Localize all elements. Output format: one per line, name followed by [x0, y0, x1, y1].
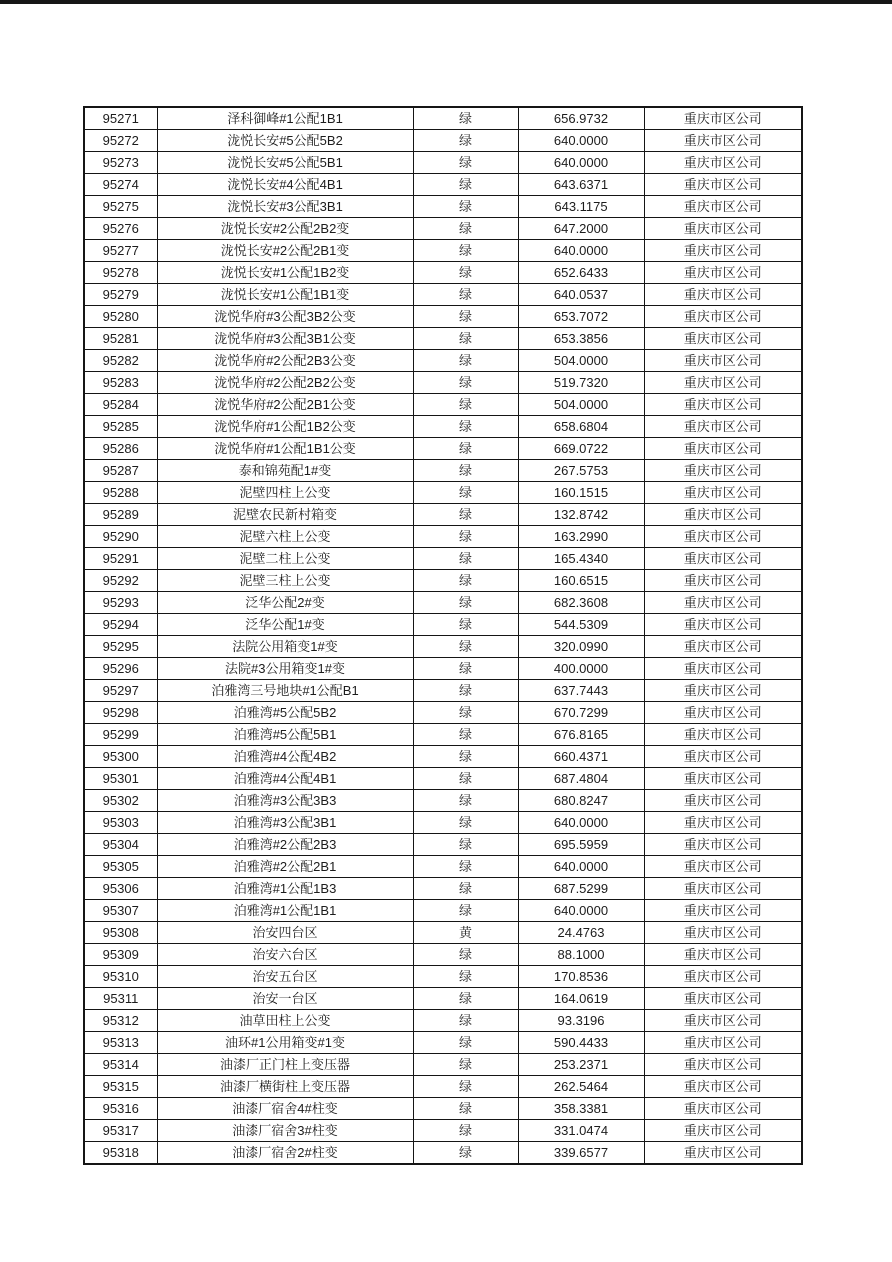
cell-id: 95301 — [84, 768, 157, 790]
table-row — [84, 240, 802, 262]
cell-company: 重庆市区公司 — [644, 174, 802, 196]
cell-company: 重庆市区公司 — [644, 218, 802, 240]
cell-id: 95288 — [84, 482, 157, 504]
cell-status: 绿 — [413, 1054, 518, 1076]
cell-id: 95272 — [84, 130, 157, 152]
cell-value: 331.0474 — [518, 1120, 644, 1142]
cell-name: 泊雅湾#1公配1B3 — [157, 878, 413, 900]
cell-status: 绿 — [413, 724, 518, 746]
cell-name: 治安四台区 — [157, 922, 413, 944]
cell-company: 重庆市区公司 — [644, 196, 802, 218]
cell-value: 643.1175 — [518, 196, 644, 218]
cell-company: 重庆市区公司 — [644, 812, 802, 834]
cell-value: 640.0000 — [518, 130, 644, 152]
cell-value: 640.0537 — [518, 284, 644, 306]
table-row — [84, 130, 802, 152]
cell-value: 544.5309 — [518, 614, 644, 636]
cell-status: 绿 — [413, 438, 518, 460]
cell-status: 绿 — [413, 1076, 518, 1098]
cell-value: 504.0000 — [518, 394, 644, 416]
table-body — [84, 107, 802, 1164]
cell-name: 油漆厂宿舍4#柱变 — [157, 1098, 413, 1120]
table-row — [84, 1120, 802, 1142]
cell-status: 绿 — [413, 152, 518, 174]
cell-company: 重庆市区公司 — [644, 372, 802, 394]
table-row — [84, 988, 802, 1010]
cell-status: 黄 — [413, 922, 518, 944]
cell-value: 676.8165 — [518, 724, 644, 746]
cell-id: 95289 — [84, 504, 157, 526]
cell-status: 绿 — [413, 306, 518, 328]
cell-id: 95294 — [84, 614, 157, 636]
table-row — [84, 548, 802, 570]
cell-id: 95297 — [84, 680, 157, 702]
cell-name: 油漆厂宿舍3#柱变 — [157, 1120, 413, 1142]
cell-value: 358.3381 — [518, 1098, 644, 1120]
table-row — [84, 592, 802, 614]
table-row — [84, 834, 802, 856]
cell-company: 重庆市区公司 — [644, 394, 802, 416]
cell-name: 泊雅湾#4公配4B2 — [157, 746, 413, 768]
cell-status: 绿 — [413, 284, 518, 306]
cell-id: 95305 — [84, 856, 157, 878]
cell-name: 泥壁四柱上公变 — [157, 482, 413, 504]
cell-value: 339.6577 — [518, 1142, 644, 1165]
table-row — [84, 702, 802, 724]
cell-id: 95299 — [84, 724, 157, 746]
table-row — [84, 856, 802, 878]
table-row — [84, 504, 802, 526]
cell-id: 95279 — [84, 284, 157, 306]
cell-company: 重庆市区公司 — [644, 306, 802, 328]
cell-value: 669.0722 — [518, 438, 644, 460]
cell-id: 95318 — [84, 1142, 157, 1165]
table-row — [84, 878, 802, 900]
cell-name: 泥壁三柱上公变 — [157, 570, 413, 592]
cell-status: 绿 — [413, 350, 518, 372]
cell-value: 670.7299 — [518, 702, 644, 724]
cell-value: 164.0619 — [518, 988, 644, 1010]
cell-id: 95282 — [84, 350, 157, 372]
cell-name: 治安六台区 — [157, 944, 413, 966]
cell-status: 绿 — [413, 174, 518, 196]
cell-id: 95309 — [84, 944, 157, 966]
cell-id: 95300 — [84, 746, 157, 768]
cell-id: 95296 — [84, 658, 157, 680]
table-row — [84, 724, 802, 746]
table-row — [84, 107, 802, 130]
table-row — [84, 460, 802, 482]
cell-status: 绿 — [413, 768, 518, 790]
cell-value: 163.2990 — [518, 526, 644, 548]
cell-status: 绿 — [413, 394, 518, 416]
cell-status: 绿 — [413, 790, 518, 812]
cell-status: 绿 — [413, 900, 518, 922]
cell-status: 绿 — [413, 460, 518, 482]
cell-id: 95311 — [84, 988, 157, 1010]
cell-id: 95298 — [84, 702, 157, 724]
cell-status: 绿 — [413, 746, 518, 768]
cell-value: 88.1000 — [518, 944, 644, 966]
cell-company: 重庆市区公司 — [644, 1098, 802, 1120]
cell-company: 重庆市区公司 — [644, 107, 802, 130]
cell-name: 泷悦华府#1公配1B1公变 — [157, 438, 413, 460]
table-row — [84, 614, 802, 636]
cell-name: 油草田柱上公变 — [157, 1010, 413, 1032]
cell-name: 泰和锦苑配1#变 — [157, 460, 413, 482]
cell-company: 重庆市区公司 — [644, 966, 802, 988]
table-row — [84, 284, 802, 306]
cell-value: 504.0000 — [518, 350, 644, 372]
cell-company: 重庆市区公司 — [644, 1120, 802, 1142]
cell-name: 泷悦长安#5公配5B1 — [157, 152, 413, 174]
table-row — [84, 350, 802, 372]
cell-name: 泊雅湾#3公配3B1 — [157, 812, 413, 834]
cell-status: 绿 — [413, 548, 518, 570]
cell-company: 重庆市区公司 — [644, 900, 802, 922]
cell-value: 653.7072 — [518, 306, 644, 328]
cell-company: 重庆市区公司 — [644, 878, 802, 900]
table-row — [84, 482, 802, 504]
table-row — [84, 1142, 802, 1165]
table-row — [84, 658, 802, 680]
cell-status: 绿 — [413, 702, 518, 724]
cell-name: 泊雅湾#2公配2B3 — [157, 834, 413, 856]
cell-company: 重庆市区公司 — [644, 768, 802, 790]
cell-value: 590.4433 — [518, 1032, 644, 1054]
cell-id: 95307 — [84, 900, 157, 922]
cell-name: 泥壁六柱上公变 — [157, 526, 413, 548]
table-row — [84, 966, 802, 988]
cell-name: 泊雅湾#4公配4B1 — [157, 768, 413, 790]
cell-id: 95315 — [84, 1076, 157, 1098]
cell-company: 重庆市区公司 — [644, 504, 802, 526]
cell-value: 262.5464 — [518, 1076, 644, 1098]
cell-value: 400.0000 — [518, 658, 644, 680]
cell-status: 绿 — [413, 570, 518, 592]
cell-value: 653.3856 — [518, 328, 644, 350]
cell-name: 治安五台区 — [157, 966, 413, 988]
cell-id: 95276 — [84, 218, 157, 240]
cell-value: 640.0000 — [518, 856, 644, 878]
table-row — [84, 1098, 802, 1120]
cell-id: 95302 — [84, 790, 157, 812]
cell-company: 重庆市区公司 — [644, 1054, 802, 1076]
cell-id: 95274 — [84, 174, 157, 196]
cell-company: 重庆市区公司 — [644, 834, 802, 856]
cell-company: 重庆市区公司 — [644, 746, 802, 768]
cell-status: 绿 — [413, 416, 518, 438]
cell-company: 重庆市区公司 — [644, 922, 802, 944]
cell-company: 重庆市区公司 — [644, 724, 802, 746]
cell-value: 656.9732 — [518, 107, 644, 130]
cell-status: 绿 — [413, 988, 518, 1010]
cell-name: 泽科御峰#1公配1B1 — [157, 107, 413, 130]
table-row — [84, 152, 802, 174]
cell-value: 267.5753 — [518, 460, 644, 482]
cell-status: 绿 — [413, 856, 518, 878]
cell-value: 647.2000 — [518, 218, 644, 240]
cell-status: 绿 — [413, 328, 518, 350]
cell-name: 泛华公配2#变 — [157, 592, 413, 614]
cell-name: 泥壁二柱上公变 — [157, 548, 413, 570]
cell-name: 法院#3公用箱变1#变 — [157, 658, 413, 680]
cell-name: 泛华公配1#变 — [157, 614, 413, 636]
cell-id: 95291 — [84, 548, 157, 570]
cell-id: 95281 — [84, 328, 157, 350]
cell-name: 油漆厂横街柱上变压器 — [157, 1076, 413, 1098]
table-row — [84, 680, 802, 702]
cell-company: 重庆市区公司 — [644, 526, 802, 548]
cell-value: 640.0000 — [518, 812, 644, 834]
cell-status: 绿 — [413, 658, 518, 680]
cell-status: 绿 — [413, 944, 518, 966]
cell-id: 95304 — [84, 834, 157, 856]
cell-name: 泊雅湾#1公配1B1 — [157, 900, 413, 922]
cell-company: 重庆市区公司 — [644, 1010, 802, 1032]
cell-value: 643.6371 — [518, 174, 644, 196]
cell-company: 重庆市区公司 — [644, 350, 802, 372]
cell-id: 95278 — [84, 262, 157, 284]
cell-company: 重庆市区公司 — [644, 570, 802, 592]
cell-value: 680.8247 — [518, 790, 644, 812]
cell-name: 油漆厂正门柱上变压器 — [157, 1054, 413, 1076]
station-data-table — [83, 106, 803, 1165]
cell-company: 重庆市区公司 — [644, 460, 802, 482]
cell-company: 重庆市区公司 — [644, 152, 802, 174]
cell-status: 绿 — [413, 218, 518, 240]
cell-name: 泷悦长安#5公配5B2 — [157, 130, 413, 152]
cell-company: 重庆市区公司 — [644, 548, 802, 570]
cell-name: 泊雅湾#2公配2B1 — [157, 856, 413, 878]
cell-name: 泷悦长安#3公配3B1 — [157, 196, 413, 218]
cell-id: 95308 — [84, 922, 157, 944]
window-top-edge — [0, 0, 892, 4]
cell-name: 泷悦长安#1公配1B2变 — [157, 262, 413, 284]
table-row — [84, 812, 802, 834]
cell-id: 95292 — [84, 570, 157, 592]
cell-value: 660.4371 — [518, 746, 644, 768]
cell-name: 泷悦长安#1公配1B1变 — [157, 284, 413, 306]
cell-status: 绿 — [413, 482, 518, 504]
table-row — [84, 196, 802, 218]
table-row — [84, 900, 802, 922]
cell-status: 绿 — [413, 1032, 518, 1054]
table-row — [84, 768, 802, 790]
cell-status: 绿 — [413, 834, 518, 856]
cell-company: 重庆市区公司 — [644, 438, 802, 460]
table-row — [84, 328, 802, 350]
cell-id: 95271 — [84, 107, 157, 130]
cell-name: 泷悦长安#4公配4B1 — [157, 174, 413, 196]
cell-value: 160.1515 — [518, 482, 644, 504]
cell-id: 95293 — [84, 592, 157, 614]
cell-name: 泷悦华府#1公配1B2公变 — [157, 416, 413, 438]
cell-id: 95273 — [84, 152, 157, 174]
cell-value: 640.0000 — [518, 152, 644, 174]
cell-status: 绿 — [413, 1142, 518, 1165]
table-row — [84, 262, 802, 284]
cell-value: 320.0990 — [518, 636, 644, 658]
table-row — [84, 174, 802, 196]
cell-name: 泷悦华府#3公配3B1公变 — [157, 328, 413, 350]
table-row — [84, 438, 802, 460]
cell-name: 泷悦华府#2公配2B2公变 — [157, 372, 413, 394]
cell-value: 687.4804 — [518, 768, 644, 790]
cell-value: 519.7320 — [518, 372, 644, 394]
cell-name: 泥壁农民新村箱变 — [157, 504, 413, 526]
table-row — [84, 306, 802, 328]
cell-value: 658.6804 — [518, 416, 644, 438]
cell-value: 24.4763 — [518, 922, 644, 944]
table-row — [84, 1054, 802, 1076]
cell-company: 重庆市区公司 — [644, 988, 802, 1010]
table-row — [84, 526, 802, 548]
cell-id: 95314 — [84, 1054, 157, 1076]
cell-status: 绿 — [413, 1120, 518, 1142]
cell-id: 95277 — [84, 240, 157, 262]
cell-status: 绿 — [413, 130, 518, 152]
cell-value: 253.2371 — [518, 1054, 644, 1076]
cell-value: 640.0000 — [518, 900, 644, 922]
table-row — [84, 944, 802, 966]
cell-company: 重庆市区公司 — [644, 130, 802, 152]
cell-id: 95313 — [84, 1032, 157, 1054]
cell-id: 95284 — [84, 394, 157, 416]
cell-status: 绿 — [413, 196, 518, 218]
cell-id: 95283 — [84, 372, 157, 394]
table-row — [84, 790, 802, 812]
cell-status: 绿 — [413, 372, 518, 394]
cell-status: 绿 — [413, 812, 518, 834]
cell-id: 95303 — [84, 812, 157, 834]
cell-status: 绿 — [413, 966, 518, 988]
cell-name: 泊雅湾#5公配5B2 — [157, 702, 413, 724]
cell-id: 95290 — [84, 526, 157, 548]
cell-value: 637.7443 — [518, 680, 644, 702]
cell-value: 132.8742 — [518, 504, 644, 526]
cell-id: 95275 — [84, 196, 157, 218]
cell-company: 重庆市区公司 — [644, 614, 802, 636]
cell-value: 682.3608 — [518, 592, 644, 614]
cell-name: 泷悦长安#2公配2B1变 — [157, 240, 413, 262]
cell-id: 95312 — [84, 1010, 157, 1032]
cell-company: 重庆市区公司 — [644, 944, 802, 966]
cell-name: 治安一台区 — [157, 988, 413, 1010]
cell-status: 绿 — [413, 680, 518, 702]
cell-name: 泊雅湾三号地块#1公配B1 — [157, 680, 413, 702]
cell-company: 重庆市区公司 — [644, 790, 802, 812]
table-row — [84, 746, 802, 768]
cell-name: 泊雅湾#3公配3B3 — [157, 790, 413, 812]
cell-status: 绿 — [413, 592, 518, 614]
cell-company: 重庆市区公司 — [644, 680, 802, 702]
cell-company: 重庆市区公司 — [644, 416, 802, 438]
cell-name: 泊雅湾#5公配5B1 — [157, 724, 413, 746]
table-row — [84, 1010, 802, 1032]
table-row — [84, 372, 802, 394]
cell-name: 泷悦华府#3公配3B2公变 — [157, 306, 413, 328]
cell-name: 泷悦华府#2公配2B1公变 — [157, 394, 413, 416]
cell-company: 重庆市区公司 — [644, 658, 802, 680]
cell-name: 泷悦华府#2公配2B3公变 — [157, 350, 413, 372]
table-row — [84, 922, 802, 944]
cell-value: 652.6433 — [518, 262, 644, 284]
cell-id: 95306 — [84, 878, 157, 900]
cell-name: 油环#1公用箱变#1变 — [157, 1032, 413, 1054]
cell-company: 重庆市区公司 — [644, 1076, 802, 1098]
cell-company: 重庆市区公司 — [644, 1032, 802, 1054]
cell-name: 法院公用箱变1#变 — [157, 636, 413, 658]
cell-value: 165.4340 — [518, 548, 644, 570]
cell-company: 重庆市区公司 — [644, 856, 802, 878]
cell-id: 95285 — [84, 416, 157, 438]
cell-value: 170.8536 — [518, 966, 644, 988]
cell-company: 重庆市区公司 — [644, 262, 802, 284]
cell-status: 绿 — [413, 240, 518, 262]
cell-id: 95295 — [84, 636, 157, 658]
table-row — [84, 1076, 802, 1098]
cell-id: 95280 — [84, 306, 157, 328]
table-row — [84, 416, 802, 438]
cell-value: 695.5959 — [518, 834, 644, 856]
cell-status: 绿 — [413, 878, 518, 900]
cell-status: 绿 — [413, 1098, 518, 1120]
cell-company: 重庆市区公司 — [644, 482, 802, 504]
cell-company: 重庆市区公司 — [644, 636, 802, 658]
cell-value: 687.5299 — [518, 878, 644, 900]
cell-id: 95317 — [84, 1120, 157, 1142]
cell-status: 绿 — [413, 262, 518, 284]
cell-status: 绿 — [413, 614, 518, 636]
cell-name: 油漆厂宿舍2#柱变 — [157, 1142, 413, 1165]
cell-value: 640.0000 — [518, 240, 644, 262]
table-row — [84, 636, 802, 658]
cell-name: 泷悦长安#2公配2B2变 — [157, 218, 413, 240]
cell-company: 重庆市区公司 — [644, 240, 802, 262]
table-row — [84, 1032, 802, 1054]
cell-company: 重庆市区公司 — [644, 702, 802, 724]
table-row — [84, 394, 802, 416]
table-row — [84, 570, 802, 592]
cell-status: 绿 — [413, 526, 518, 548]
cell-status: 绿 — [413, 636, 518, 658]
cell-status: 绿 — [413, 504, 518, 526]
cell-id: 95316 — [84, 1098, 157, 1120]
cell-company: 重庆市区公司 — [644, 284, 802, 306]
cell-company: 重庆市区公司 — [644, 1142, 802, 1165]
cell-company: 重庆市区公司 — [644, 328, 802, 350]
cell-id: 95287 — [84, 460, 157, 482]
cell-status: 绿 — [413, 107, 518, 130]
table-row — [84, 218, 802, 240]
cell-id: 95310 — [84, 966, 157, 988]
cell-status: 绿 — [413, 1010, 518, 1032]
cell-value: 93.3196 — [518, 1010, 644, 1032]
cell-value: 160.6515 — [518, 570, 644, 592]
cell-id: 95286 — [84, 438, 157, 460]
cell-company: 重庆市区公司 — [644, 592, 802, 614]
